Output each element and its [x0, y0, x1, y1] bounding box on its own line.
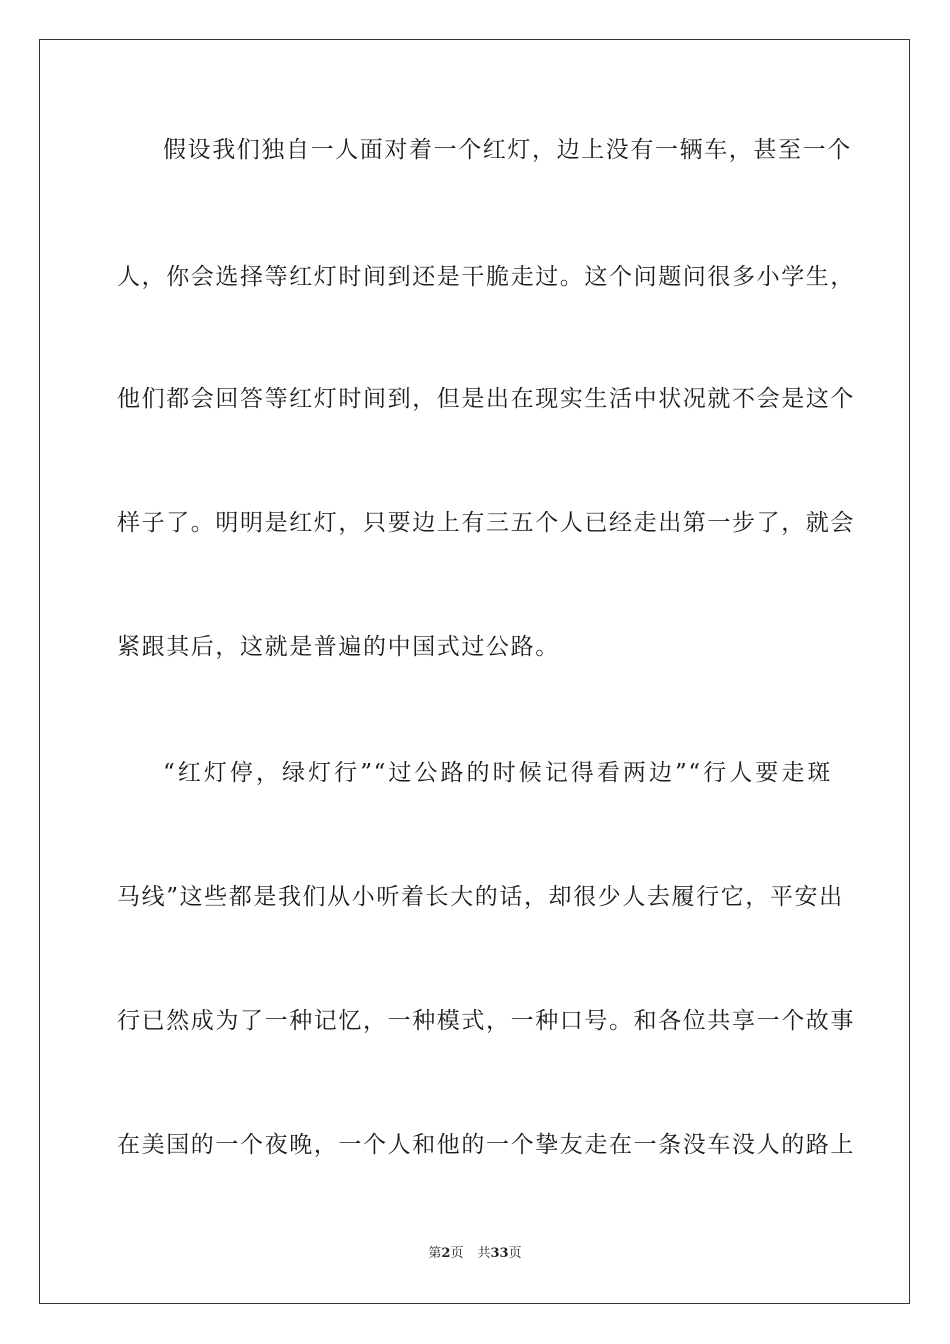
paragraph-1-line-2: 人，你会选择等红灯时间到还是干脆走过。这个问题问很多小学生， [117, 264, 855, 290]
paragraph-1-line-4: 样子了。明明是红灯，只要边上有三五个人已经走出第一步了，就会 [117, 510, 855, 536]
paragraph-2-line-1: “红灯停，绿灯行”“过公路的时候记得看两边”“行人要走斑 [163, 760, 832, 786]
paragraph-1-line-3: 他们都会回答等红灯时间到，但是出在现实生活中状况就不会是这个 [117, 386, 855, 412]
paragraph-1-line-1: 假设我们独自一人面对着一个红灯，边上没有一辆车，甚至一个 [163, 137, 852, 163]
page-border [39, 39, 910, 1304]
total-prefix: 共 [477, 1246, 491, 1261]
paragraph-2-line-2: 马线”这些都是我们从小听着长大的话，却很少人去履行它，平安出 [117, 884, 844, 910]
page-prefix: 第 [428, 1246, 442, 1261]
page-total: 33 [490, 1246, 509, 1261]
page-current: 2 [441, 1246, 451, 1261]
paragraph-1-line-5: 紧跟其后，这就是普遍的中国式过公路。 [117, 634, 560, 660]
paragraph-2-line-4: 在美国的一个夜晚，一个人和他的一个挚友走在一条没车没人的路上 [117, 1132, 855, 1158]
paragraph-2-line-3: 行已然成为了一种记忆，一种模式，一种口号。和各位共享一个故事 [117, 1008, 855, 1034]
page-suffix: 页 [450, 1246, 464, 1261]
page-footer [0, 1245, 950, 1263]
total-suffix: 页 [508, 1246, 522, 1261]
